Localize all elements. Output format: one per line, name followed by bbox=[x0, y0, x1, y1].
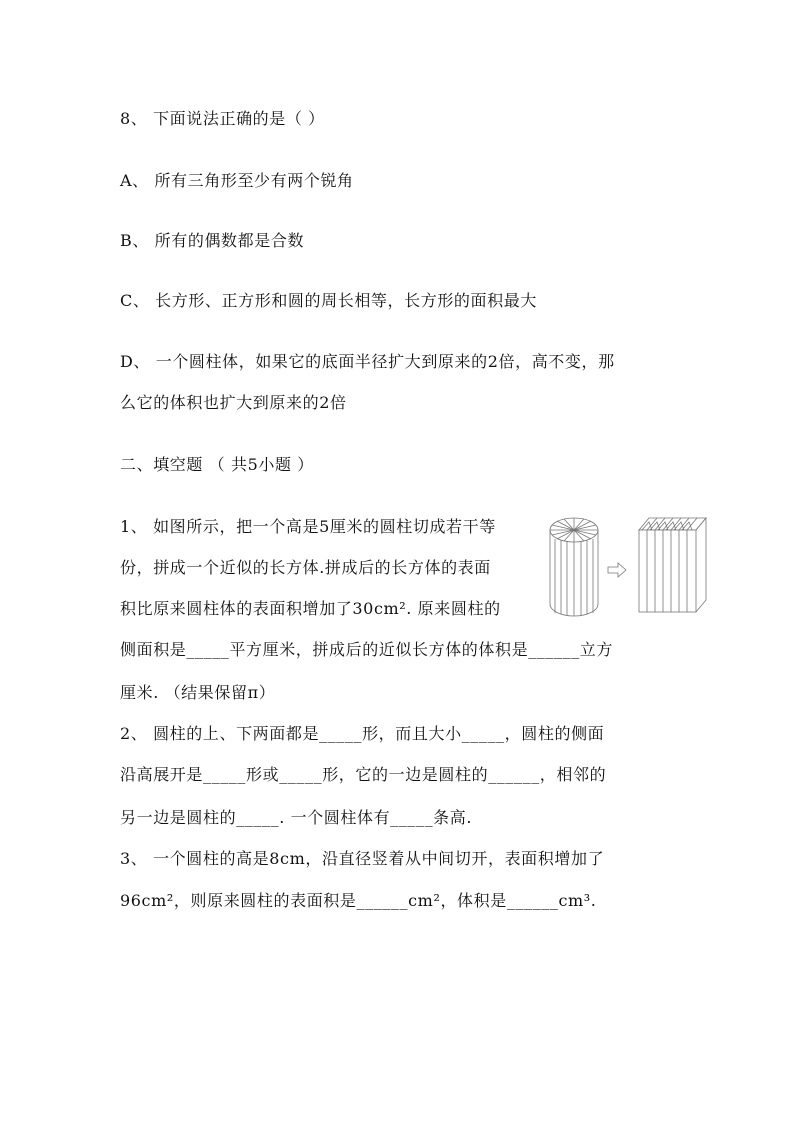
cylinder-to-cuboid-figure bbox=[546, 512, 716, 618]
fill-1-line2: 份，拼成一个近似的长方体.拼成后的长方体的表面 bbox=[120, 558, 491, 577]
fill-1-line3: 积比原来圆柱体的表面积增加了30cm². 原来圆柱的 bbox=[120, 599, 501, 618]
cuboid bbox=[639, 518, 706, 612]
fill-1-line4: 侧面积是_____平方厘米，拼成后的近似长方体的体积是______立方 bbox=[120, 640, 614, 659]
fill-2-line3: 另一边是圆柱的_____. 一个圆柱体有_____条高. bbox=[120, 808, 473, 827]
option-c: C、 长方形、正方形和圆的周长相等，长方形的面积最大 bbox=[120, 291, 537, 310]
cylinder-side-stripes bbox=[555, 539, 593, 616]
fill-1-line1: 1、 如图所示，把一个高是5厘米的圆柱切成若干等 bbox=[120, 517, 496, 536]
fill-2-line2: 沿高展开是_____形或_____形，它的一边是圆柱的______，相邻的 bbox=[120, 765, 607, 784]
arrow-icon bbox=[608, 563, 626, 577]
option-d-line2: 么它的体积也扩大到原来的2倍 bbox=[120, 393, 347, 412]
option-d-line1: D、 一个圆柱体，如果它的底面半径扩大到原来的2倍，高不变，那 bbox=[120, 352, 615, 371]
fill-1-line5: 厘米. （结果保留π） bbox=[120, 683, 276, 702]
option-a: A、 所有三角形至少有两个锐角 bbox=[120, 171, 354, 190]
question-8-stem: 8、 下面说法正确的是（ ） bbox=[120, 109, 325, 128]
section-heading: 二、填空题 （ 共5小题 ） bbox=[120, 455, 314, 474]
option-b: B、 所有的偶数都是合数 bbox=[120, 231, 305, 250]
fill-3-line2: 96cm²，则原来圆柱的表面积是______cm²，体积是______cm³. bbox=[120, 891, 597, 910]
fill-2-line1: 2、 圆柱的上、下两面都是_____形，而且大小_____，圆柱的侧面 bbox=[120, 724, 605, 743]
fill-3-line1: 3、 一个圆柱的高是8cm，沿直径竖着从中间切开，表面积增加了 bbox=[120, 849, 605, 868]
